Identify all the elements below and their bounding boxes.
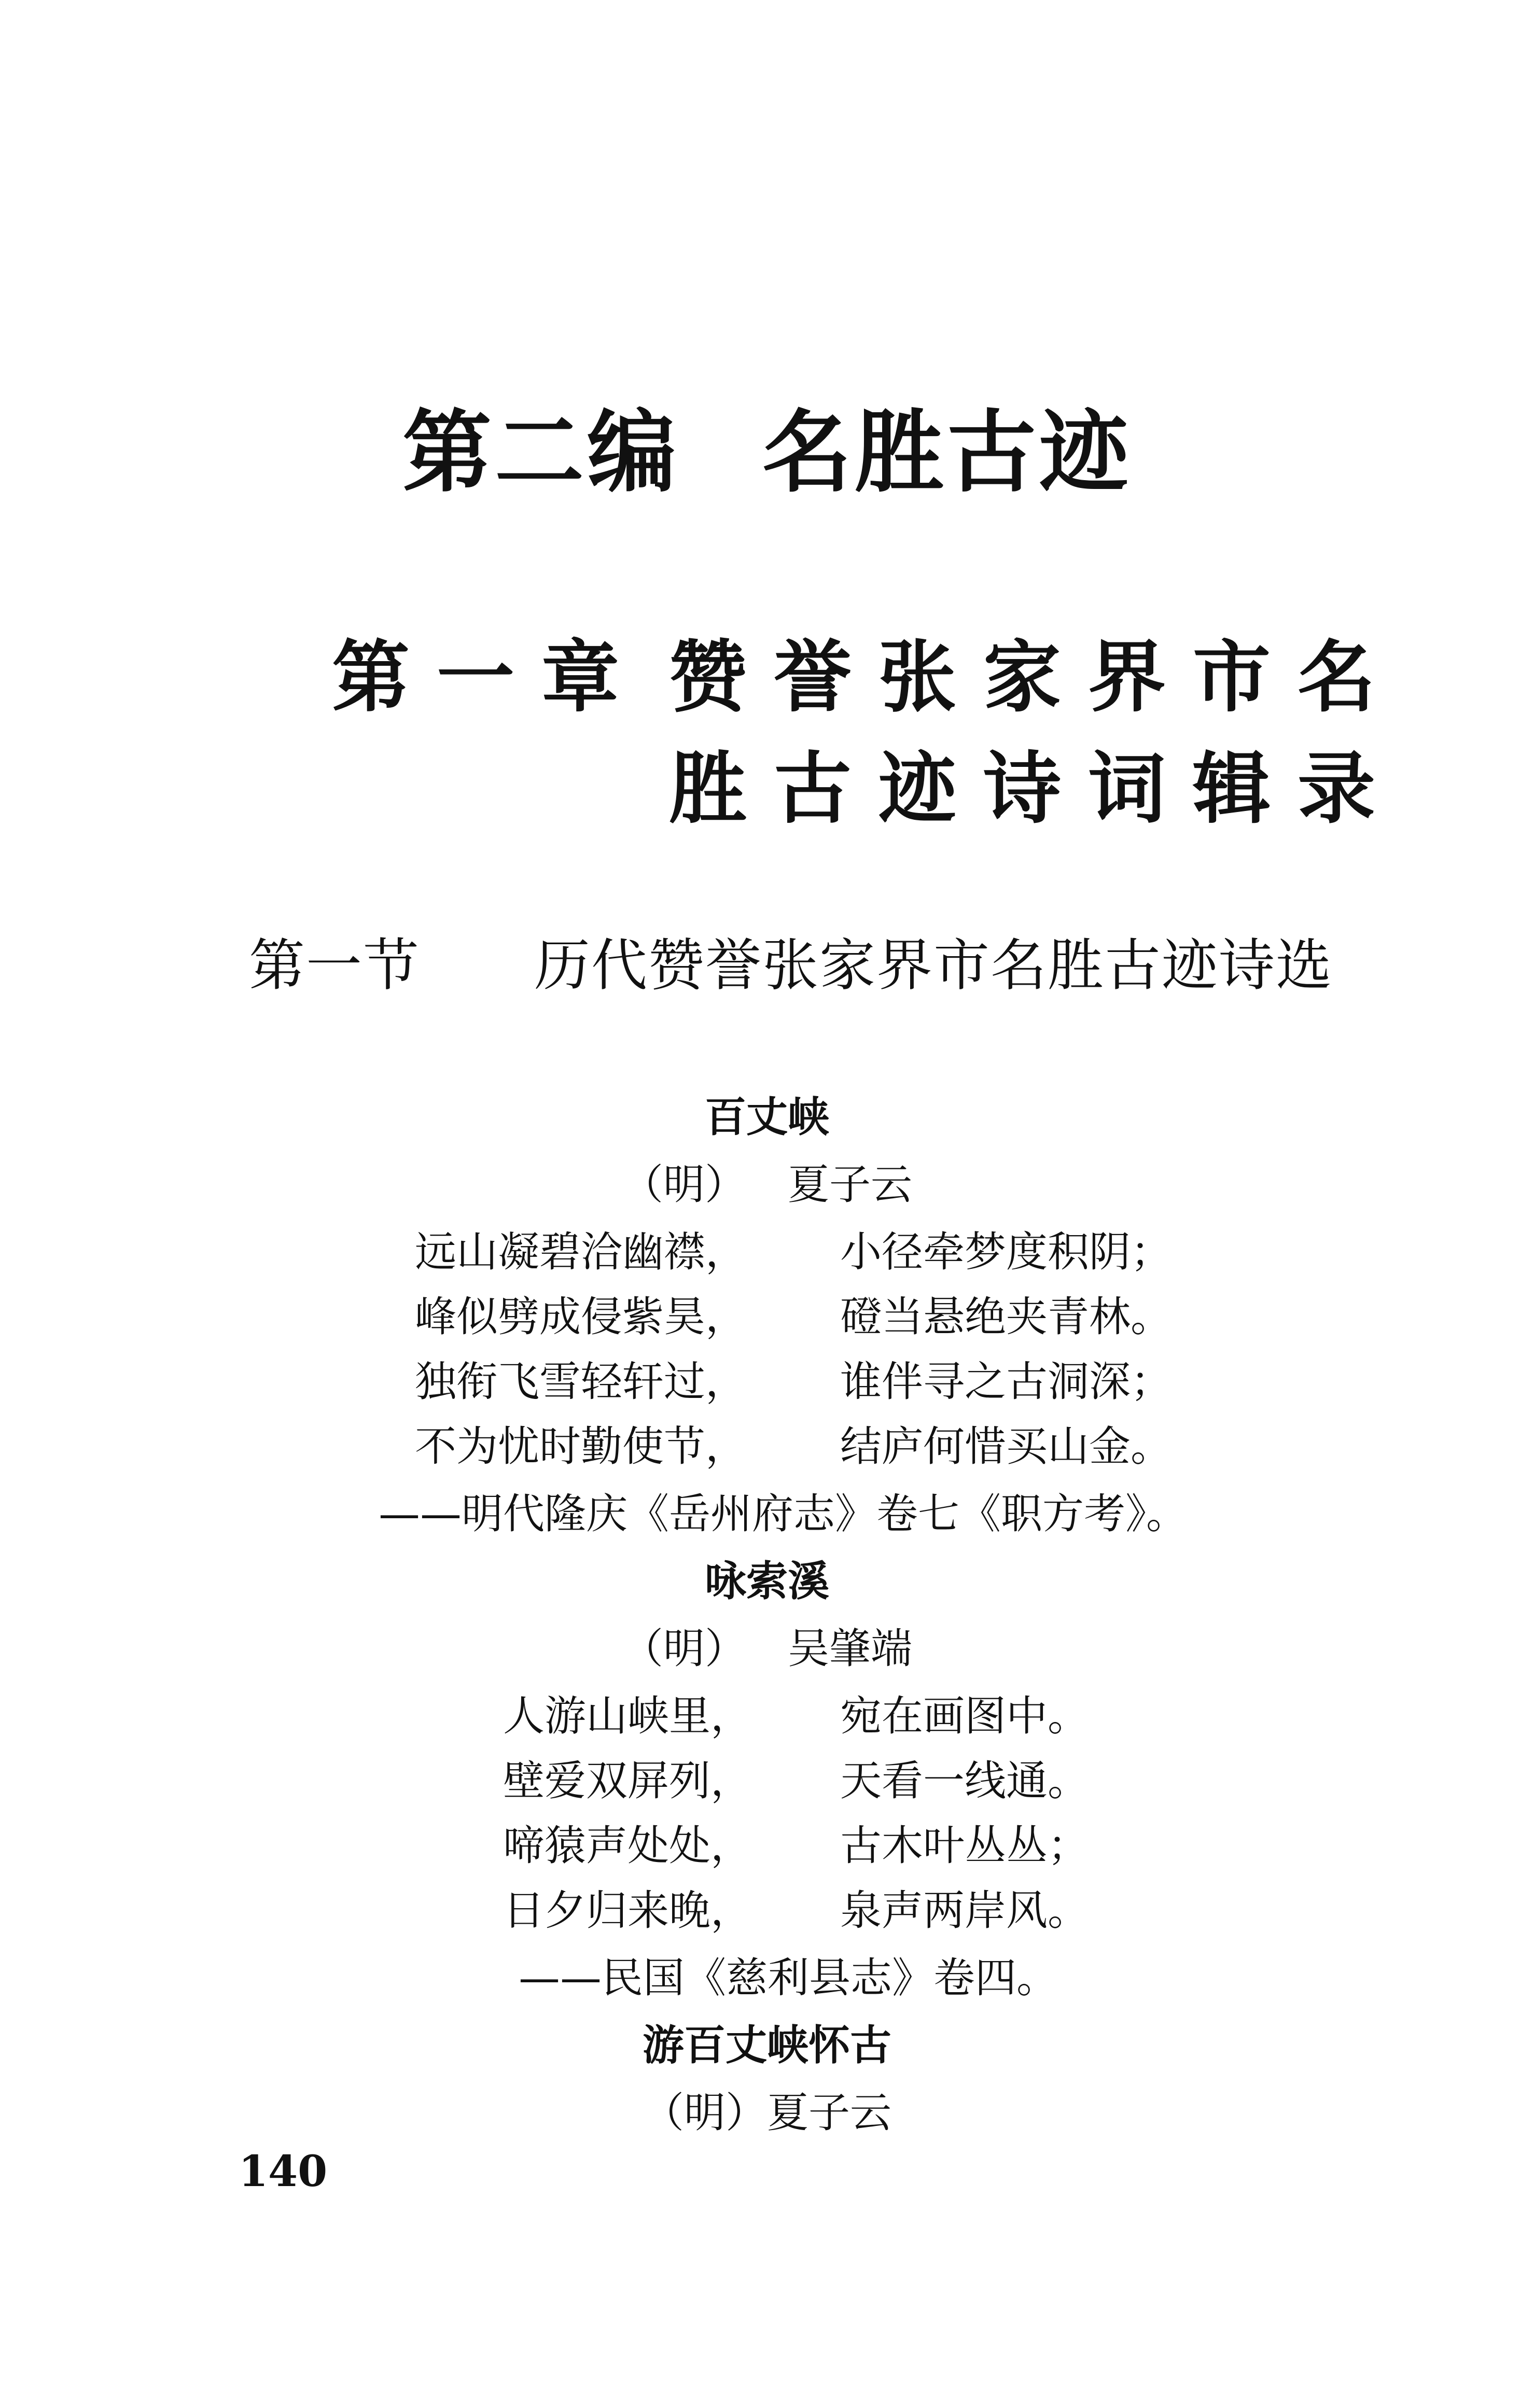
poem-title: 咏索溪 [705,1557,829,1605]
author-dynasty: （明） [643,2089,767,2137]
verse-left: 人游山峡里， [503,1692,752,1740]
verse-right: 磴当悬绝夹青林。 [840,1293,1172,1341]
author-name: 夏子云 [767,2089,891,2137]
poem-title: 游百丈峡怀古 [643,2021,891,2069]
verse-left: 壁爱双屏列， [503,1757,752,1805]
author-dynasty: （明） [622,1160,746,1209]
author-name: 夏子云 [788,1160,912,1209]
verse-right: 泉声两岸风。 [840,1886,1089,1935]
chapter-title-line-2: 胜古迹诗词辑录 [669,743,1403,834]
verse-right: 小径牵梦度积阴； [840,1228,1172,1276]
author-dynasty: （明） [622,1625,746,1673]
poem-title: 百丈峡 [705,1093,829,1141]
section-label: 第一节 [249,933,421,998]
verse-left: 日夕归来晚， [503,1886,752,1935]
section-title: 历代赞誉张家界市名胜古迹诗选 [534,933,1333,998]
verse-left: 峰似劈成侵紫昊， [415,1293,747,1341]
author-name: 吴肇端 [788,1625,912,1673]
chapter-label: 第一章 [332,632,647,723]
page-number: 140 [239,2147,328,2196]
verse-right: 古木叶丛丛； [840,1822,1089,1870]
poem-author [0,2079,1534,2139]
verse-left: 啼猿声处处， [503,1822,752,1870]
verse-right: 结庐何惜买山金。 [840,1422,1172,1471]
chapter-title-line-1: 赞誉张家界市名 [669,632,1403,723]
verse-right: 谁伴寻之古洞深； [840,1357,1172,1406]
part-label: 第二编 [402,400,679,505]
poem-source: ——民国《慈利县志》卷四。 [519,1954,1058,2002]
part-title [0,381,1534,509]
verse-right: 宛在画图中。 [840,1692,1089,1740]
verse-left: 远山凝碧洽幽襟， [415,1228,747,1276]
verse-left: 独衔飞雪轻轩过， [415,1357,747,1406]
poem-author [0,1151,1534,1211]
poem-author [0,1615,1534,1675]
verse-left: 不为忧时勤使节， [415,1422,747,1471]
part-name: 名胜古迹 [762,400,1132,505]
poem-source: ——明代隆庆《岳州府志》卷七《职方考》。 [379,1490,1188,1538]
verse-right: 天看一线通。 [840,1757,1089,1805]
